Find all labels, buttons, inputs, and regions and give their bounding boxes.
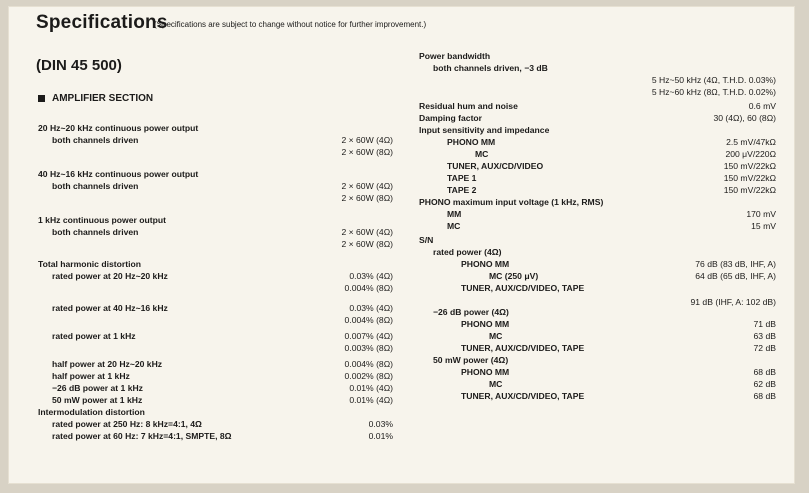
- spec-value: 2.5 mV/47kΩ: [726, 137, 776, 147]
- spec-label: TUNER, AUX/CD/VIDEO: [447, 161, 544, 171]
- spec-value: 5 Hz~50 kHz (4Ω, T.H.D. 0.03%): [651, 75, 776, 85]
- spec-row: [419, 112, 776, 124]
- spec-row: [38, 270, 393, 282]
- spec-row: [419, 330, 776, 342]
- spec-row: [419, 306, 776, 318]
- spec-row: [419, 74, 776, 86]
- spec-row: [419, 378, 776, 390]
- page-subtitle: (Specifications are subject to change without notice for further improvement.): [154, 20, 427, 29]
- spec-value: 68 dB: [753, 367, 776, 377]
- spec-label: 1 kHz continuous power output: [38, 215, 166, 225]
- spec-row: [419, 366, 776, 378]
- spec-row: [419, 184, 776, 196]
- spec-row: [38, 370, 393, 382]
- spec-label: TAPE 1: [447, 173, 477, 183]
- spec-value: 150 mV/22kΩ: [723, 185, 776, 195]
- spec-label: Damping factor: [419, 113, 483, 123]
- spec-row: [38, 394, 393, 406]
- spec-label: PHONO maximum input voltage (1 kHz, RMS): [419, 197, 604, 207]
- section-heading-label: AMPLIFIER SECTION: [52, 93, 154, 104]
- spec-value: 0.004% (8Ω): [344, 315, 393, 325]
- spec-value: 2 × 60W (8Ω): [341, 147, 393, 157]
- spec-row: [38, 226, 393, 238]
- spec-label: MC: [489, 331, 503, 341]
- din-standard: (DIN 45 500): [36, 57, 122, 74]
- spec-value: 170 mV: [746, 209, 776, 219]
- spec-value: 63 dB: [753, 331, 776, 341]
- spec-row: [419, 342, 776, 354]
- spec-label: −26 dB power at 1 kHz: [52, 383, 143, 393]
- spec-label: 50 mW power at 1 kHz: [52, 395, 143, 405]
- spec-value: 62 dB: [753, 379, 776, 389]
- spec-label: rated power (4Ω): [433, 247, 502, 257]
- spec-row: [38, 406, 393, 418]
- spec-label: TUNER, AUX/CD/VIDEO, TAPE: [461, 283, 585, 293]
- spec-row: [38, 418, 393, 430]
- spec-value: 0.004% (8Ω): [344, 359, 393, 369]
- spec-row: [38, 314, 393, 326]
- spec-label: rated power at 20 Hz~20 kHz: [52, 271, 168, 281]
- spec-row: [419, 354, 776, 366]
- spec-row: [419, 148, 776, 160]
- spec-label: TUNER, AUX/CD/VIDEO, TAPE: [461, 343, 585, 353]
- spec-row: [419, 246, 776, 258]
- spec-row: [38, 238, 393, 250]
- spec-label: rated power at 40 Hz~16 kHz: [52, 303, 168, 313]
- spec-row: [38, 430, 393, 442]
- spec-row: [419, 136, 776, 148]
- spec-row: [38, 146, 393, 158]
- spec-label: Intermodulation distortion: [38, 407, 145, 417]
- spec-label: PHONO MM: [447, 137, 496, 147]
- spec-row: [38, 214, 393, 226]
- spec-value: 0.002% (8Ω): [344, 371, 393, 381]
- spec-row: [419, 208, 776, 220]
- section-heading: [38, 93, 153, 104]
- spec-label: TAPE 2: [447, 185, 477, 195]
- spec-value: 0.03%: [368, 419, 393, 429]
- spec-value: 2 × 60W (8Ω): [341, 239, 393, 249]
- spec-value: 68 dB: [753, 391, 776, 401]
- spec-label: PHONO MM: [461, 319, 510, 329]
- spec-value: 71 dB: [753, 319, 776, 329]
- spec-value: 0.004% (8Ω): [344, 283, 393, 293]
- spec-label: S/N: [419, 235, 434, 245]
- spec-sheet: [8, 6, 795, 484]
- spec-label: Residual hum and noise: [419, 101, 518, 111]
- spec-label: MC: [475, 149, 489, 159]
- spec-row: [419, 318, 776, 330]
- spec-label: PHONO MM: [461, 259, 510, 269]
- spec-row: [419, 282, 776, 294]
- spec-value: 5 Hz~60 kHz (8Ω, T.H.D. 0.02%): [651, 87, 776, 97]
- spec-row: [38, 258, 393, 270]
- spec-label: both channels driven, −3 dB: [433, 63, 548, 73]
- spec-row: [38, 302, 393, 314]
- spec-row: [419, 100, 776, 112]
- spec-label: TUNER, AUX/CD/VIDEO, TAPE: [461, 391, 585, 401]
- spec-row: [419, 390, 776, 402]
- spec-row: [419, 270, 776, 282]
- spec-label: Power bandwidth: [419, 51, 491, 61]
- spec-row: [38, 168, 393, 180]
- spec-row: [38, 330, 393, 342]
- spec-label: rated power at 1 kHz: [52, 331, 136, 341]
- spec-label: half power at 1 kHz: [52, 371, 130, 381]
- spec-label: −26 dB power (4Ω): [433, 307, 509, 317]
- spec-value: 0.003% (8Ω): [344, 343, 393, 353]
- spec-value: 0.01% (4Ω): [349, 383, 393, 393]
- spec-label: 50 mW power (4Ω): [433, 355, 509, 365]
- spec-row: [38, 282, 393, 294]
- spec-value: 76 dB (83 dB, IHF, A): [695, 259, 776, 269]
- spec-label: MC: [447, 221, 461, 231]
- spec-label: Input sensitivity and impedance: [419, 125, 550, 135]
- square-bullet-icon: [38, 95, 45, 102]
- spec-value: 91 dB (IHF, A: 102 dB): [690, 297, 776, 307]
- spec-value: 0.6 mV: [748, 101, 776, 111]
- spec-value: 0.01% (4Ω): [349, 395, 393, 405]
- spec-value: 0.01%: [368, 431, 393, 441]
- spec-value: 150 mV/22kΩ: [723, 161, 776, 171]
- spec-label: PHONO MM: [461, 367, 510, 377]
- spec-label: both channels driven: [52, 181, 139, 191]
- spec-row: [419, 196, 776, 208]
- spec-row: [419, 124, 776, 136]
- spec-row: [38, 180, 393, 192]
- spec-label: MC (250 μV): [489, 271, 539, 281]
- page-title: Specifications: [36, 12, 168, 33]
- spec-label: rated power at 250 Hz: 8 kHz=4:1, 4Ω: [52, 419, 202, 429]
- spec-value: 2 × 60W (8Ω): [341, 193, 393, 203]
- spec-row: [419, 86, 776, 98]
- spec-value: 2 × 60W (4Ω): [341, 135, 393, 145]
- spec-row: [419, 172, 776, 184]
- spec-label: rated power at 60 Hz: 7 kHz=4:1, SMPTE, 8Ω: [52, 431, 232, 441]
- spec-label: MM: [447, 209, 462, 219]
- spec-row: [419, 62, 776, 74]
- spec-row: [38, 342, 393, 354]
- spec-value: 0.007% (4Ω): [344, 331, 393, 341]
- spec-row: [419, 234, 776, 246]
- spec-label: both channels driven: [52, 227, 139, 237]
- spec-value: 0.03% (4Ω): [349, 303, 393, 313]
- spec-value: 2 × 60W (4Ω): [341, 181, 393, 191]
- spec-row: [419, 220, 776, 232]
- spec-label: both channels driven: [52, 135, 139, 145]
- spec-value: 0.03% (4Ω): [349, 271, 393, 281]
- spec-label: Total harmonic distortion: [38, 259, 141, 269]
- spec-row: [419, 50, 776, 62]
- spec-row: [38, 358, 393, 370]
- spec-value: 150 mV/22kΩ: [723, 173, 776, 183]
- spec-label: half power at 20 Hz~20 kHz: [52, 359, 163, 369]
- spec-label: MC: [489, 379, 503, 389]
- spec-row: [419, 160, 776, 172]
- spec-row: [38, 192, 393, 204]
- spec-label: 20 Hz~20 kHz continuous power output: [38, 123, 199, 133]
- spec-row: [38, 134, 393, 146]
- spec-label: 40 Hz~16 kHz continuous power output: [38, 169, 199, 179]
- spec-value: 2 × 60W (4Ω): [341, 227, 393, 237]
- spec-value: 64 dB (65 dB, IHF, A): [695, 271, 776, 281]
- spec-row: [38, 382, 393, 394]
- spec-value: 200 μV/220Ω: [725, 149, 776, 159]
- spec-value: 15 mV: [751, 221, 776, 231]
- spec-row: [419, 258, 776, 270]
- spec-value: 72 dB: [753, 343, 776, 353]
- spec-value: 30 (4Ω), 60 (8Ω): [713, 113, 776, 123]
- spec-row: [38, 122, 393, 134]
